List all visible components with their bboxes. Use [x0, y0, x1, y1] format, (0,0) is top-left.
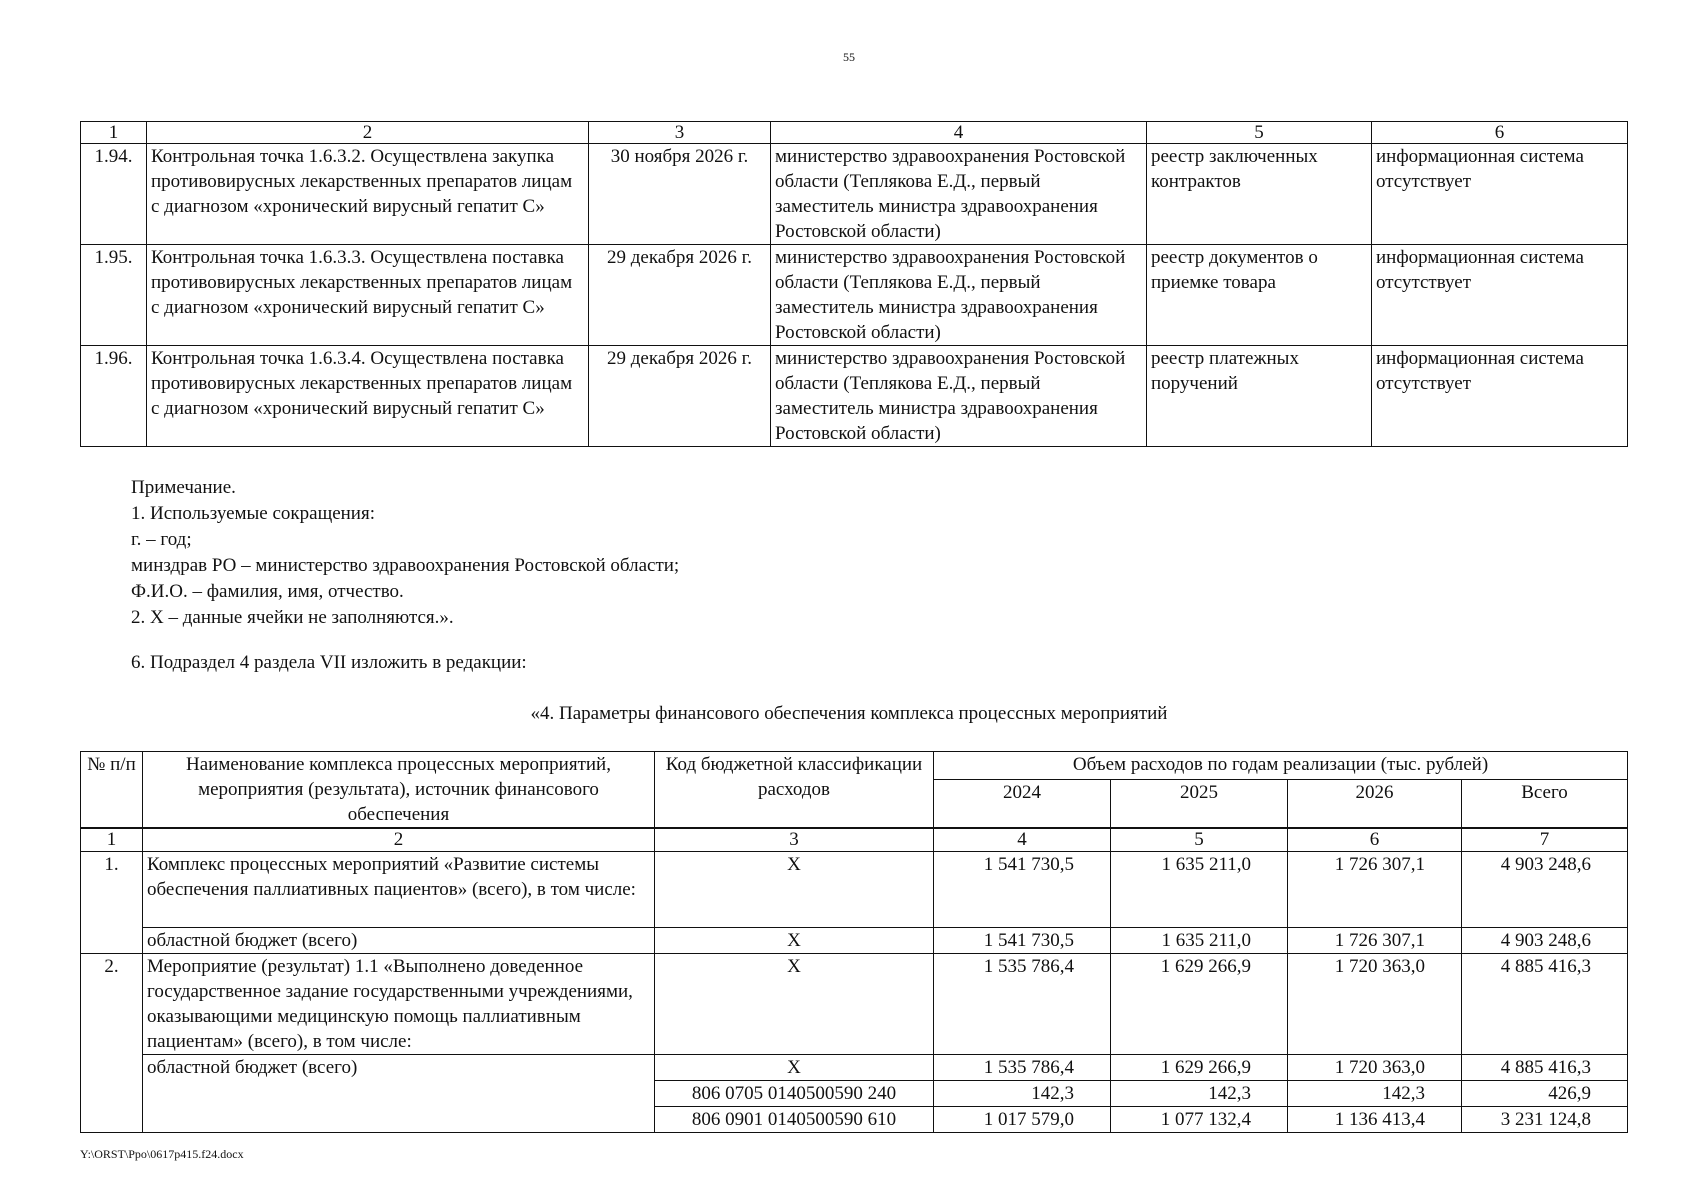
column-number-header: 4: [771, 122, 1147, 144]
amount-2025: 1 629 266,9: [1111, 1055, 1288, 1081]
amount-2026: 1 720 363,0: [1288, 954, 1462, 1055]
column-number: 7: [1462, 828, 1628, 852]
budget-code: 806 0705 0140500590 240: [655, 1081, 934, 1107]
budget-code: X: [655, 1055, 934, 1081]
confirming-document: реестр платежных поручений: [1147, 346, 1372, 447]
amount-2025: 142,3: [1111, 1081, 1288, 1107]
column-number: 4: [934, 828, 1111, 852]
notes-line: г. – год;: [131, 529, 192, 550]
row-number: 1.95.: [81, 245, 147, 346]
header-num: № п/п: [81, 752, 143, 829]
amount-2026: 1 136 413,4: [1288, 1107, 1462, 1133]
header-total: Всего: [1462, 780, 1628, 829]
column-number-header: 6: [1372, 122, 1628, 144]
row-number: 1.94.: [81, 144, 147, 245]
file-path-footer: Y:\ORST\Ppo\0617p415.f24.docx: [80, 1147, 244, 1161]
row-name: Комплекс процессных мероприятий «Развитие системы обеспечения паллиативных пациентов» (всего), в том числе:: [143, 852, 655, 928]
notes-title: Примечание.: [131, 477, 236, 498]
column-numbers-row: [81, 828, 1628, 852]
amount-total: 3 231 124,8: [1462, 1107, 1628, 1133]
table-row: [81, 346, 1628, 447]
amount-2024: 1 541 730,5: [934, 852, 1111, 928]
amount-total: 4 903 248,6: [1462, 852, 1628, 928]
responsible-party: министерство здравоохранения Ростовской области (Теплякова Е.Д., первый заместитель министра здравоохранения Ростовской области): [771, 245, 1147, 346]
header-volume: Объем расходов по годам реализации (тыс. рублей): [934, 752, 1628, 780]
row-name: областной бюджет (всего): [143, 1055, 655, 1133]
header-year-2026: 2026: [1288, 780, 1462, 829]
column-number-header: 3: [589, 122, 771, 144]
budget-code: X: [655, 852, 934, 928]
information-system: информационная система отсутствует: [1372, 346, 1628, 447]
financing-table: [80, 751, 1628, 1133]
responsible-party: министерство здравоохранения Ростовской области (Теплякова Е.Д., первый заместитель министра здравоохранения Ростовской области): [771, 346, 1147, 447]
amount-total: 426,9: [1462, 1081, 1628, 1107]
notes-line: 2. X – данные ячейки не заполняются.».: [131, 607, 454, 628]
amount-2025: 1 077 132,4: [1111, 1107, 1288, 1133]
notes-line: 1. Используемые сокращения:: [131, 503, 375, 524]
information-system: информационная система отсутствует: [1372, 144, 1628, 245]
table-row: [81, 1055, 1628, 1081]
information-system: информационная система отсутствует: [1372, 245, 1628, 346]
amount-total: 4 885 416,3: [1462, 1055, 1628, 1081]
control-point-name: Контрольная точка 1.6.3.4. Осуществлена поставка противовирусных лекарственных препаратов лицам с диагнозом «хронический вирусный гепатит С»: [147, 346, 589, 447]
row-name: Мероприятие (результат) 1.1 «Выполнено доведенное государственное задание государственными учреждениями, оказывающими медицинскую помощь паллиативным пациентам» (всего), в том числе:: [143, 954, 655, 1055]
amount-2026: 1 726 307,1: [1288, 928, 1462, 954]
table-row: [81, 928, 1628, 954]
amount-2025: 1 635 211,0: [1111, 852, 1288, 928]
amendment-paragraph: 6. Подраздел 4 раздела VII изложить в редакции:: [131, 652, 527, 673]
column-number-header: 2: [147, 122, 589, 144]
section-title: «4. Параметры финансового обеспечения комплекса процессных мероприятий: [530, 703, 1168, 724]
deadline-date: 30 ноября 2026 г.: [589, 144, 771, 245]
header-code: Код бюджетной классификации расходов: [655, 752, 934, 829]
column-number-header: 1: [81, 122, 147, 144]
amount-total: 4 903 248,6: [1462, 928, 1628, 954]
column-number: 3: [655, 828, 934, 852]
control-point-name: Контрольная точка 1.6.3.2. Осуществлена закупка противовирусных лекарственных препаратов лицам с диагнозом «хронический вирусный гепатит С»: [147, 144, 589, 245]
header-year-2025: 2025: [1111, 780, 1288, 829]
notes-block: [131, 475, 679, 631]
amount-2026: 1 720 363,0: [1288, 1055, 1462, 1081]
table-row: [81, 954, 1628, 1055]
control-point-name: Контрольная точка 1.6.3.3. Осуществлена поставка противовирусных лекарственных препаратов лицам с диагнозом «хронический вирусный гепатит С»: [147, 245, 589, 346]
table-row: [81, 852, 1628, 928]
row-number: 2.: [81, 954, 143, 1133]
confirming-document: реестр заключенных контрактов: [1147, 144, 1372, 245]
confirming-document: реестр документов о приемке товара: [1147, 245, 1372, 346]
amount-2026: 1 726 307,1: [1288, 852, 1462, 928]
column-number: 5: [1111, 828, 1288, 852]
column-number-header: 5: [1147, 122, 1372, 144]
responsible-party: министерство здравоохранения Ростовской области (Теплякова Е.Д., первый заместитель министра здравоохранения Ростовской области): [771, 144, 1147, 245]
budget-code: 806 0901 0140500590 610: [655, 1107, 934, 1133]
table-header-row: [81, 122, 1628, 144]
table-row: [81, 245, 1628, 346]
amount-2024: 1 535 786,4: [934, 954, 1111, 1055]
amount-2024: 1 017 579,0: [934, 1107, 1111, 1133]
deadline-date: 29 декабря 2026 г.: [589, 346, 771, 447]
notes-line: минздрав РО – министерство здравоохранения Ростовской области;: [131, 555, 680, 576]
table-header-row: [81, 752, 1628, 780]
budget-code: X: [655, 928, 934, 954]
row-name: областной бюджет (всего): [143, 928, 655, 954]
amount-total: 4 885 416,3: [1462, 954, 1628, 1055]
amount-2026: 142,3: [1288, 1081, 1462, 1107]
header-year-2024: 2024: [934, 780, 1111, 829]
control-points-table: [80, 121, 1628, 447]
row-number: 1.: [81, 852, 143, 954]
amount-2024: 142,3: [934, 1081, 1111, 1107]
header-name: Наименование комплекса процессных мероприятий, мероприятия (результата), источник финансового обеспечения: [143, 752, 655, 829]
table-row: [81, 144, 1628, 245]
amount-2025: 1 635 211,0: [1111, 928, 1288, 954]
amount-2025: 1 629 266,9: [1111, 954, 1288, 1055]
budget-code: X: [655, 954, 934, 1055]
row-number: 1.96.: [81, 346, 147, 447]
notes-line: Ф.И.О. – фамилия, имя, отчество.: [131, 581, 404, 602]
deadline-date: 29 декабря 2026 г.: [589, 245, 771, 346]
column-number: 1: [81, 828, 143, 852]
amount-2024: 1 541 730,5: [934, 928, 1111, 954]
amount-2024: 1 535 786,4: [934, 1055, 1111, 1081]
page-number: 55: [843, 50, 855, 64]
column-number: 6: [1288, 828, 1462, 852]
column-number: 2: [143, 828, 655, 852]
